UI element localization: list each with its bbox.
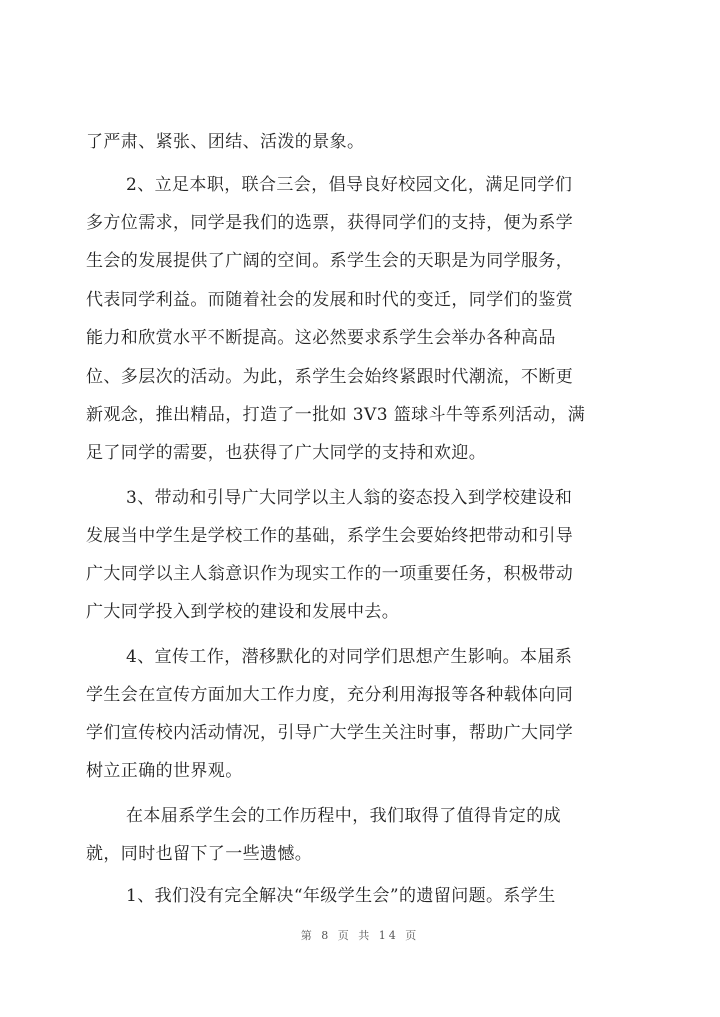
text-line: 了严肃、紧张、团结、活泼的景象。 [86,132,365,152]
text-line: 位、多层次的活动。为此，系学生会始终紧跟时代潮流，不断更 [86,367,574,387]
text-line: 1、我们没有完全解决“年级学生会”的遗留问题。系学生 [126,886,556,906]
text-line: 树立正确的世界观。 [86,761,243,781]
text-line: 能力和欣赏水平不断提高。这必然要求系学生会举办各种高品 [86,328,556,348]
text-line: 足了同学的需要，也获得了广大同学的支持和欢迎。 [86,443,487,463]
text-line: 在本届系学生会的工作历程中，我们取得了值得肯定的成 [126,806,561,826]
text-line: 学们宣传校内活动情况，引导广大学生关注时事，帮助广大同学 [86,723,574,743]
text-line: 学生会在宣传方面加大工作力度，充分利用海报等各种载体向同 [86,685,574,705]
text-line: 发展当中学生是学校工作的基础，系学生会要始终把带动和引导 [86,526,574,546]
page-number: 第 8 页 共 14 页 [300,929,420,942]
text-line: 新观念，推出精品，打造了一批如 3V3 篮球斗牛等系列活动，满 [86,405,586,425]
text-line: 就，同时也留下了一些遗憾。 [86,844,313,864]
text-line: 2、立足本职，联合三会，倡导良好校园文化，满足同学们 [126,175,573,195]
text-line: 多方位需求，同学是我们的选票，获得同学们的支持，便为系学 [86,213,574,233]
text-line: 4、宣传工作，潜移默化的对同学们思想产生影响。本届系 [126,647,573,667]
text-line: 代表同学利益。而随着社会的发展和时代的变迁，同学们的鉴赏 [86,290,574,310]
text-line: 广大同学投入到学校的建设和发展中去。 [86,602,400,622]
text-line: 广大同学以主人翁意识作为现实工作的一项重要任务，积极带动 [86,564,574,584]
text-line: 3、带动和引导广大同学以主人翁的姿态投入到学校建设和 [126,488,573,508]
text-line: 生会的发展提供了广阔的空间。系学生会的天职是为同学服务， [86,251,574,271]
